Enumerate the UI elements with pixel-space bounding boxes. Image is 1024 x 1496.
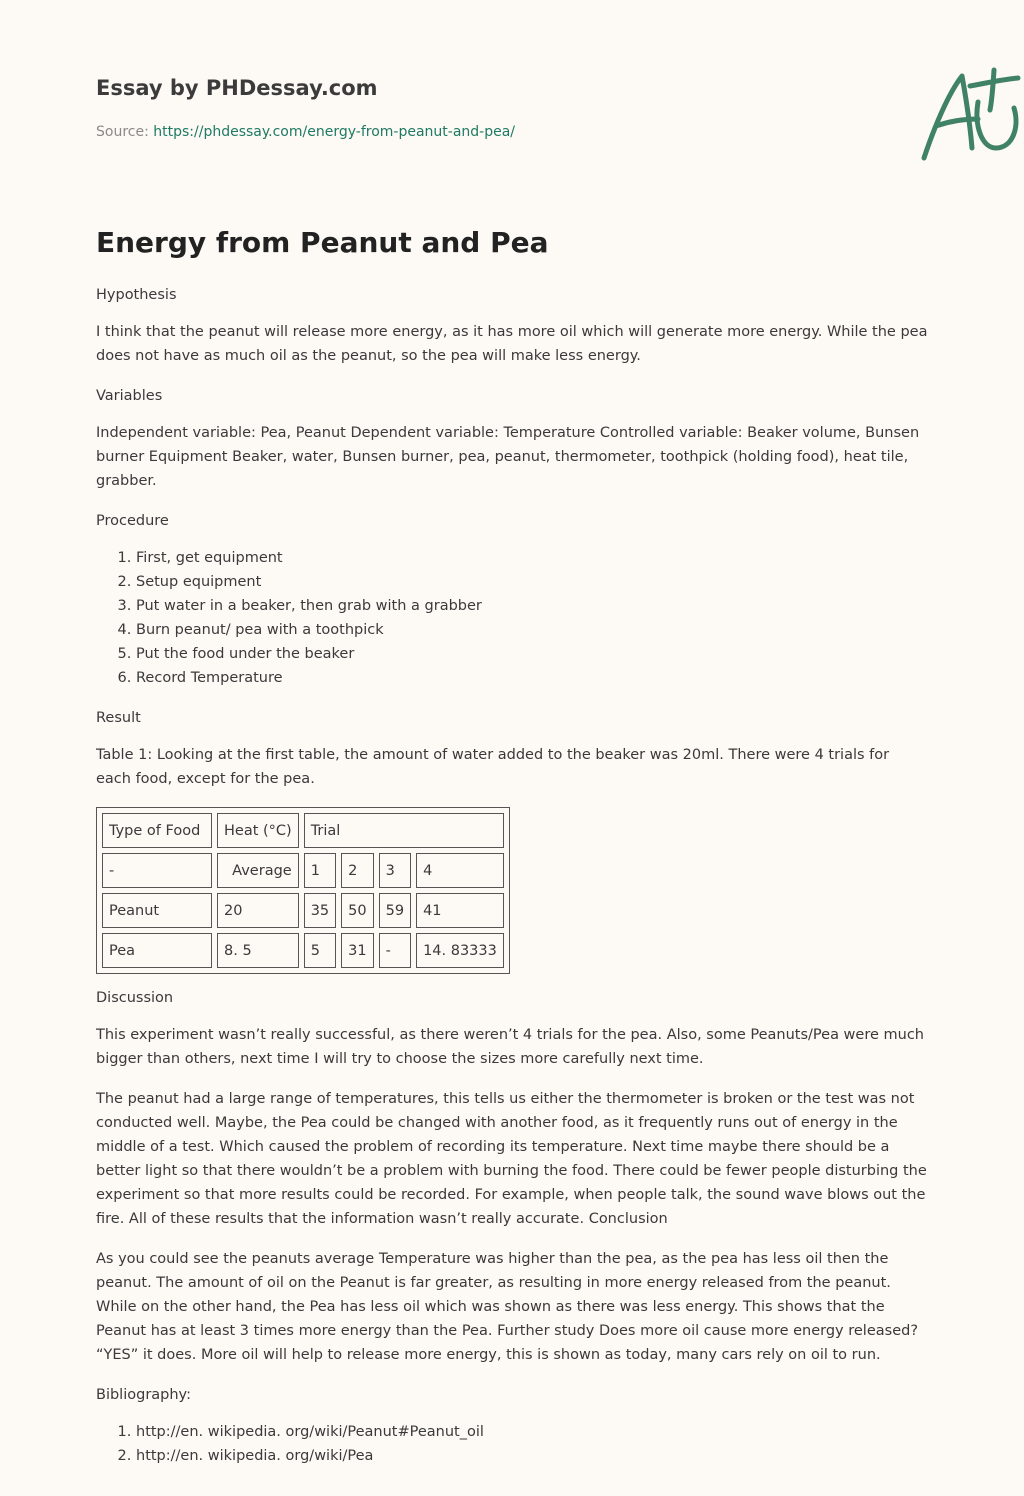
table-cell: 59 [379, 893, 411, 928]
conclusion-paragraph: As you could see the peanuts average Temperature was higher than the pea, as the pea has less oil then the peanut. The amount of oil on the Peanut is far greater, as resulting in more energy released from the peanut. While on the other hand, the Pea has less oil which was shown as there was less energy. This shows that the Peanut has at least 3 times more energy than the Pea. Further study Does more oil cause more energy released? “YES” it does. More oil will help to release more energy, this is shown as today, many cars rely on oil to run. [96, 1251, 919, 1363]
table-cell: 35 [304, 893, 336, 928]
source-link[interactable]: https://phdessay.com/energy-from-peanut-and-pea/ [153, 124, 516, 140]
results-table [96, 807, 510, 974]
list-item: 5. Put the food under the beaker [136, 642, 928, 666]
list-item: 1. First, get equipment [136, 546, 928, 570]
list-item: 2. http://en. wikipedia. org/wiki/Pea [136, 1444, 928, 1468]
table-row [102, 853, 504, 888]
bibliography-heading: Bibliography: [96, 1387, 191, 1403]
list-item: 6. Record Temperature [136, 666, 928, 690]
table-cell: 41 [416, 893, 504, 928]
discussion-paragraph: The peanut had a large range of temperatures, this tells us either the thermometer is broken or the test was not conducted well. Maybe, the Pea could be changed with another food, as it frequently runs out of energy in the middle of a test. Which caused the problem of recording its temperature. Next time maybe there should be a better light so that there wouldn’t be a problem with burning the food. There could be fewer people disturbing the experiment so that more results could be recorded. For example, when people talk, the sound wave blows out the fire. All of these results that the information wasn’t really accurate. Conclusion [96, 1091, 927, 1227]
table-cell: 1 [304, 853, 336, 888]
procedure-heading: Procedure [96, 513, 169, 529]
table-cell: Heat (°C) [217, 813, 299, 848]
list-item: 4. Burn peanut/ pea with a toothpick [136, 618, 928, 642]
page-title: Energy from Peanut and Pea [96, 226, 549, 259]
variables-heading: Variables [96, 388, 163, 404]
list-item: 2. Setup equipment [136, 570, 928, 594]
table-cell: 31 [341, 933, 373, 968]
table-cell: - [102, 853, 212, 888]
table-row [102, 813, 504, 848]
result-heading: Result [96, 710, 141, 726]
table-cell: 4 [416, 853, 504, 888]
table-cell: Type of Food [102, 813, 212, 848]
variables-text: Independent variable: Pea, Peanut Dependent variable: Temperature Controlled variable: Beaker volume, Bunsen burner Equipment Beaker, water, Bunsen burner, pea, peanut, thermometer, toothpick (holding food), heat tile, grabber. [96, 425, 920, 489]
essay-body [96, 283, 928, 1484]
table-cell: 20 [217, 893, 299, 928]
discussion-paragraph: This experiment wasn’t really successful, as there weren’t 4 trials for the pea. Also, some Peanuts/Pea were much bigger than others, next time I will try to choose the sizes more carefully next time. [96, 1027, 924, 1067]
source-label: Source: [96, 124, 149, 140]
table-cell: 5 [304, 933, 336, 968]
list-item: 1. http://en. wikipedia. org/wiki/Peanut#Peanut_oil [136, 1420, 928, 1444]
table-cell: 14. 83333 [416, 933, 504, 968]
discussion-heading: Discussion [96, 990, 174, 1006]
hypothesis-heading: Hypothesis [96, 287, 177, 303]
list-item: 3. Put water in a beaker, then grab with a grabber [136, 594, 928, 618]
table-cell: Peanut [102, 893, 212, 928]
a-plus-logo-icon [920, 66, 1024, 166]
result-text: Table 1: Looking at the first table, the amount of water added to the beaker was 20ml. There were 4 trials for each food, except for the pea. [96, 747, 890, 787]
table-cell: 2 [341, 853, 373, 888]
table-cell: 50 [341, 893, 373, 928]
source-line [96, 124, 515, 140]
table-cell: - [379, 933, 411, 968]
table-cell: 8. 5 [217, 933, 299, 968]
table-row [102, 893, 504, 928]
table-cell: Average [217, 853, 299, 888]
table-row [102, 933, 504, 968]
site-brand: Essay by PHDessay.com [96, 76, 378, 100]
bibliography-list [96, 1420, 928, 1468]
table-cell: 3 [379, 853, 411, 888]
hypothesis-text: I think that the peanut will release more energy, as it has more oil which will generate more energy. While the pea does not have as much oil as the peanut, so the pea will make less energy. [96, 324, 928, 364]
table-cell: Pea [102, 933, 212, 968]
procedure-list [96, 546, 928, 690]
table-cell: Trial [304, 813, 504, 848]
